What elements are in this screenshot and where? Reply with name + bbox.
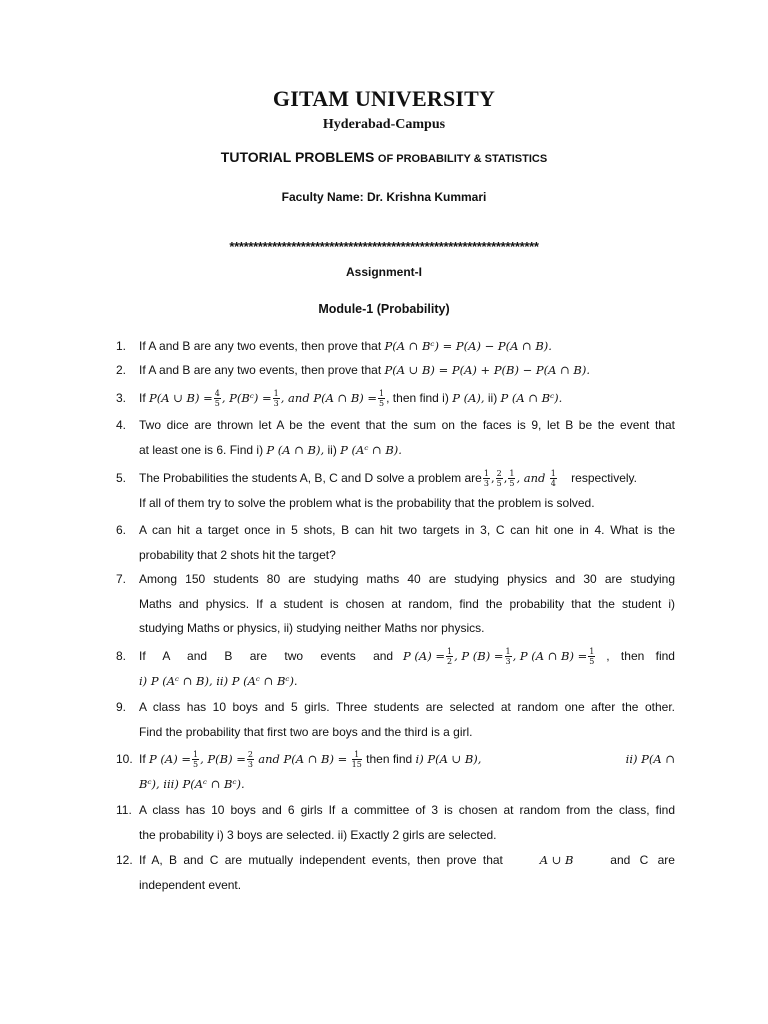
math-expression: and P(A ∩ B) = bbox=[258, 752, 348, 766]
separator-line: ***************************************************************** bbox=[229, 239, 539, 254]
math-expression: , P(B) = bbox=[200, 752, 246, 766]
question-text: Among 150 students 80 are studying maths 40 are studying physics and 30 are studying bbox=[139, 572, 675, 586]
title-rest: OF PROBABILITY & STATISTICS bbox=[377, 153, 548, 165]
fraction: $\frac{1}{15}$ bbox=[351, 750, 362, 770]
question-number: 12. bbox=[116, 853, 133, 867]
math-expression: P (A ∩ B), bbox=[266, 442, 325, 457]
question-text: A class has 10 boys and 5 girls. Three students are selected at random one after the other. bbox=[139, 700, 675, 714]
math-expression: P (A), bbox=[452, 391, 485, 405]
math-expression: Bᶜ), iii) P(Aᶜ ∩ Bᶜ). bbox=[139, 776, 245, 791]
fraction: $\frac{1}{5}$ bbox=[509, 469, 515, 489]
question-text: ii) bbox=[327, 442, 337, 457]
math-expression: P(A ∪ B) = P(A) + P(B) − P(A ∩ B). bbox=[384, 363, 591, 377]
math-expression: P(A ∩ Bᶜ) = P(A) − P(A ∩ B). bbox=[384, 339, 552, 353]
fraction: $\frac{1}{3}$ bbox=[483, 469, 489, 489]
question-text: independent event. bbox=[139, 877, 242, 892]
question-text: If A and B are two events and bbox=[139, 649, 394, 663]
fraction: $\frac{1}{3}$ bbox=[273, 389, 279, 409]
question-text: , then find bbox=[606, 649, 675, 663]
question-text: Maths and physics. If a student is chosen at random, find the probability that the student i) bbox=[139, 596, 675, 611]
question-text: Two dice are thrown let A be the event that the sum on the faces is 9, let B be the event that bbox=[139, 418, 675, 432]
question-number: 9. bbox=[116, 700, 127, 714]
math-expression: A ∪ B bbox=[539, 853, 574, 867]
assignment-label: Assignment-I bbox=[345, 265, 422, 279]
math-expression: P (A ∩ Bᶜ). bbox=[500, 391, 563, 405]
question-number: 5. bbox=[116, 471, 127, 485]
document-page: GITAM UNIVERSITY Hyderabad-Campus TUTORIAL PROBLEMS OF PROBABILITY & STATISTICS Faculty Name: Dr. Krishna Kummari ***************************************************************** Assignment-I Module-1 (Probability) 1. If A and B are any two events, then prove that P(A ∩ Bᶜ) = P(A) − P(A ∩ B). 2. If A and B are any two events, then prove that P(A ∪ B) = P(A) + P(B) − P(A ∩ B). 3. If P(A ∪ B) = $\frac{4}{5}$ , P(Bᶜ) = $\frac{1}{3}$ , and P(A ∩ B) = $\frac{1}{5}$ , then find i) P (A), ii) P (A ∩ Bᶜ). 4. Two dice are thrown let A be the event that the sum on the faces is 9, let B be the event that at least one is 6. Find i) P (A ∩ B), ii) P (Aᶜ ∩ B). 5. The Probabilities the students A, B, C and D solve a problem are $\frac{1}{3}$ , $\frac{2}{5}$ , $\frac{1}{5}$ , and $\frac{1}{4}$ respectively. If all of them try to solve the problem what is the probability that the problem is solved. 6. A can hit a target once in 5 shots, B can hit two targets in 3, C can hit one in 4. What is the probability that 2 shots hit the target? 7. Among 150 students 80 are studying maths 40 are studying physics and 30 are studying Maths and physics. If a student is chosen at random, find the probability that the student i) studying Maths or physics, ii) studying neither Maths nor physics. 8. If A and B are two events and P (A) = $\frac{1}{2}$ , P (B) = $\frac{1}{3}$ , P (A ∩ B) = $\frac{1}{5}$ , then find i) P (Aᶜ ∩ B), ii) P (Aᶜ ∩ Bᶜ). 9. A class has 10 boys and 5 girls. Three students are selected at random one after the other. Find the probability that first two are boys and the third is a girl. 10. If P (A) = $\frac{1}{5}$ , P(B) = $\frac{2}{3}$ and P(A ∩ B) = $\frac{1}{15}$ then find i) P(A ∪ B), ii) P(A ∩ Bᶜ), iii) P(Aᶜ ∩ Bᶜ). 11. A class has 10 boys and 6 girls If a committee of 3 is chosen at random from the class, find the probability i) 3 boys are selected. ii) Exactly 2 girls are selected. 12. If A, B and C are mutually independent events, then prove that A ∪ B and C are independent event. bbox=[0, 0, 768, 1024]
math-expression: , P(Bᶜ) = bbox=[221, 391, 272, 405]
campus-name: Hyderabad-Campus bbox=[322, 117, 446, 132]
math-expression: ii) P(A ∩ bbox=[625, 752, 675, 766]
fraction: $\frac{1}{4}$ bbox=[550, 469, 556, 489]
module-heading: Module-1 (Probability) bbox=[318, 302, 450, 316]
question-number: 8. bbox=[116, 649, 127, 663]
question-text: respectively. bbox=[571, 471, 637, 485]
math-expression: i) P (Aᶜ ∩ B), ii) P (Aᶜ ∩ Bᶜ). bbox=[139, 673, 298, 688]
document-title bbox=[0, 149, 768, 165]
question-text: A can hit a target once in 5 shots, B can hit two targets in 3, C can hit one in 4. What is the bbox=[139, 523, 675, 537]
question-number: 10. bbox=[116, 752, 133, 766]
question-number: 3. bbox=[116, 391, 127, 405]
question-text: If A and B are any two events, then prove that bbox=[139, 339, 382, 353]
question-number: 6. bbox=[116, 523, 127, 537]
math-expression: P (A) = bbox=[403, 649, 445, 663]
question-text: The Probabilities the students A, B, C and D solve a problem are bbox=[139, 471, 482, 485]
question-text: A class has 10 boys and 6 girls If a committee of 3 is chosen at random from the class, find bbox=[139, 803, 675, 817]
math-expression: P (Aᶜ ∩ B). bbox=[340, 442, 402, 457]
question-text: Find the probability that first two are boys and the third is a girl. bbox=[139, 724, 473, 739]
math-expression: , and bbox=[516, 471, 546, 485]
fraction: $\frac{2}{3}$ bbox=[247, 750, 253, 770]
question-text: If A, B and C are mutually independent events, then prove that bbox=[139, 853, 503, 867]
question-text: then find bbox=[366, 752, 413, 766]
math-expression: P(A ∪ B) = bbox=[149, 391, 213, 405]
question-text: If A and B are any two events, then prove that bbox=[139, 363, 382, 377]
math-expression: , and P(A ∩ B) = bbox=[280, 391, 378, 405]
question-text: If all of them try to solve the problem what is the probability that the problem is solved. bbox=[139, 495, 595, 510]
math-expression: P (A) = bbox=[149, 752, 191, 766]
question-number: 7. bbox=[116, 572, 127, 586]
math-expression: , P (A ∩ B) = bbox=[512, 649, 588, 663]
question-text: If bbox=[139, 752, 146, 766]
question-number: 11. bbox=[116, 803, 132, 817]
title-main: TUTORIAL PROBLEMS bbox=[220, 149, 375, 165]
question-text: If bbox=[139, 391, 146, 405]
question-number: 1. bbox=[116, 339, 127, 353]
fraction: $\frac{1}{5}$ bbox=[192, 750, 199, 770]
question-text: at least one is 6. Find i) bbox=[139, 442, 264, 457]
math-expression: , P (B) = bbox=[454, 649, 504, 663]
question-text: the probability i) 3 boys are selected. ii) Exactly 2 girls are selected. bbox=[139, 827, 497, 842]
fraction: $\frac{4}{5}$ bbox=[214, 389, 220, 409]
question-text: , then find i) bbox=[386, 391, 449, 405]
fraction: $\frac{2}{5}$ bbox=[496, 469, 502, 489]
fraction: $\frac{1}{3}$ bbox=[505, 647, 511, 667]
math-expression: i) P(A ∪ B), bbox=[415, 752, 482, 766]
question-number: 2. bbox=[116, 363, 127, 377]
question-text: studying Maths or physics, ii) studying neither Maths nor physics. bbox=[139, 621, 485, 635]
question-text: ii) bbox=[487, 391, 498, 405]
question-text: and C are bbox=[610, 853, 675, 867]
faculty-name: Faculty Name: Dr. Krishna Kummari bbox=[281, 190, 487, 204]
fraction: $\frac{1}{2}$ bbox=[446, 647, 453, 667]
question-number: 4. bbox=[116, 418, 127, 432]
university-name: GITAM UNIVERSITY bbox=[272, 86, 496, 111]
fraction: $\frac{1}{5}$ bbox=[589, 647, 595, 667]
question-text: probability that 2 shots hit the target? bbox=[139, 547, 336, 562]
fraction: $\frac{1}{5}$ bbox=[379, 389, 385, 409]
